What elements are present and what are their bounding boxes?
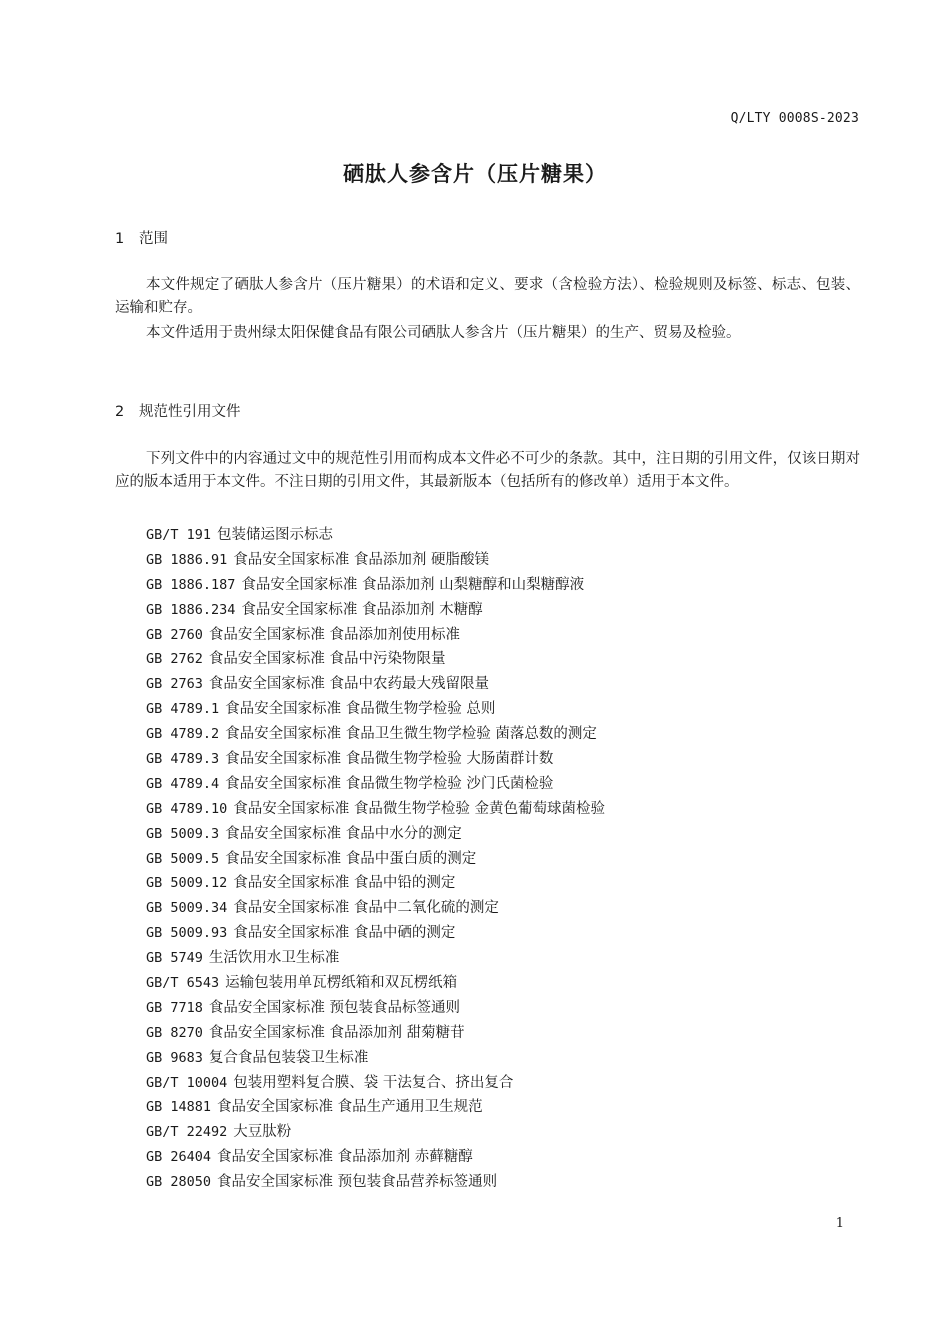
ref-title: 食品安全国家标准 食品中水分的测定 [225, 825, 462, 842]
ref-code: GB 5009.34 [146, 900, 228, 917]
ref-title: 包装用塑料复合膜、袋 干法复合、挤出复合 [233, 1074, 514, 1091]
ref-title: 食品安全国家标准 食品中蛋白质的测定 [225, 850, 477, 867]
list-item [146, 847, 605, 872]
ref-title: 食品安全国家标准 食品添加剂 山梨糖醇和山梨糖醇液 [241, 576, 585, 593]
ref-title: 大豆肽粉 [233, 1124, 292, 1141]
list-item [146, 996, 605, 1021]
list-item [146, 523, 605, 548]
list-item [146, 822, 605, 847]
ref-title: 食品安全国家标准 食品微生物学检验 金黄色葡萄球菌检验 [233, 800, 605, 817]
ref-code: GB 2763 [146, 676, 203, 693]
list-item [146, 747, 605, 772]
ref-code: GB 5009.12 [146, 875, 228, 892]
ref-code: GB/T 22492 [146, 1124, 228, 1141]
section-1-heading [115, 227, 168, 248]
ref-code: GB 1886.187 [146, 576, 236, 593]
ref-title: 复合食品包装袋卫生标准 [208, 1049, 369, 1066]
section-2-number: 2 [115, 404, 125, 420]
section-1-title: 范围 [139, 231, 168, 247]
document-title: 硒肽人参含片（压片糖果） [343, 162, 607, 186]
ref-code: GB 5009.5 [146, 850, 220, 867]
list-item [146, 722, 605, 747]
ref-title: 食品安全国家标准 食品中硒的测定 [233, 925, 456, 942]
ref-title: 食品安全国家标准 食品添加剂 硬脂酸镁 [233, 551, 489, 568]
ref-code: GB 26404 [146, 1149, 212, 1166]
ref-title: 食品安全国家标准 食品添加剂 木糖醇 [241, 601, 483, 618]
ref-code: GB/T 191 [146, 527, 212, 543]
ref-title: 食品安全国家标准 食品添加剂 甜菊糖苷 [208, 1024, 465, 1041]
ref-code: GB 9683 [146, 1049, 203, 1066]
ref-code: GB 4789.1 [146, 701, 220, 718]
section-2-heading [115, 400, 241, 421]
list-item [146, 672, 605, 697]
ref-code: GB 2760 [146, 626, 203, 643]
list-item [146, 1170, 605, 1195]
list-item [146, 797, 605, 822]
ref-title: 食品安全国家标准 食品中二氧化硫的测定 [233, 900, 499, 917]
ref-title: 食品安全国家标准 食品卫生微生物学检验 菌落总数的测定 [225, 726, 597, 743]
ref-code: GB 5009.3 [146, 825, 220, 842]
ref-title: 食品安全国家标准 食品微生物学检验 沙门氏菌检验 [225, 775, 554, 792]
ref-title: 食品安全国家标准 预包装食品营养标签通则 [217, 1174, 498, 1191]
ref-code: GB 1886.234 [146, 601, 236, 618]
list-item [146, 1145, 605, 1170]
ref-title: 食品安全国家标准 食品中铅的测定 [233, 875, 456, 892]
ref-code: GB 5009.93 [146, 925, 228, 942]
ref-title: 生活饮用水卫生标准 [208, 950, 340, 967]
list-item [146, 772, 605, 797]
list-item [146, 1095, 605, 1120]
section-1-paragraph-1: 本文件规定了硒肽人参含片（压片糖果）的术语和定义、要求（含检验方法）、检验规则及标签、标志、包装、运输和贮存。 [115, 277, 860, 316]
list-item [146, 1046, 605, 1071]
ref-code: GB/T 10004 [146, 1074, 228, 1091]
list-item [146, 548, 605, 573]
ref-code: GB 4789.10 [146, 800, 228, 817]
ref-title: 食品安全国家标准 食品中污染物限量 [208, 651, 446, 668]
ref-code: GB 1886.91 [146, 551, 228, 568]
ref-title: 食品安全国家标准 食品微生物学检验 大肠菌群计数 [225, 751, 554, 768]
ref-title: 运输包装用单瓦楞纸箱和双瓦楞纸箱 [225, 975, 458, 992]
ref-code: GB 14881 [146, 1099, 212, 1116]
list-item [146, 896, 605, 921]
ref-code: GB/T 6543 [146, 975, 220, 992]
ref-code: GB 7718 [146, 999, 203, 1016]
list-item [146, 697, 605, 722]
ref-title: 食品安全国家标准 食品微生物学检验 总则 [225, 701, 496, 718]
list-item [146, 971, 605, 996]
ref-code: GB 8270 [146, 1024, 203, 1041]
ref-title: 食品安全国家标准 食品中农药最大残留限量 [208, 676, 490, 693]
ref-title: 食品安全国家标准 食品添加剂 赤藓糖醇 [217, 1149, 473, 1166]
section-1-paragraph-2: 本文件适用于贵州绿太阳保健食品有限公司硒肽人参含片（压片糖果）的生产、贸易及检验。 [146, 325, 741, 341]
list-item [146, 921, 605, 946]
section-2-paragraph-1: 下列文件中的内容通过文中的规范性引用而构成本文件必不可少的条款。其中，注日期的引用文件，仅该日期对应的版本适用于本文件。不注日期的引用文件，其最新版本（包括所有的修改单）适用于本文件。 [115, 451, 860, 490]
list-item [146, 871, 605, 896]
document-code: Q/LTY 0008S-2023 [730, 111, 859, 126]
list-item [146, 1120, 605, 1145]
list-item [146, 623, 605, 648]
list-item [146, 946, 605, 971]
page-number: 1 [835, 1216, 844, 1231]
section-2-title: 规范性引用文件 [139, 404, 241, 420]
list-item [146, 1021, 605, 1046]
list-item [146, 598, 605, 623]
list-item [146, 1071, 605, 1096]
ref-code: GB 4789.4 [146, 775, 220, 792]
ref-code: GB 28050 [146, 1174, 212, 1191]
ref-title: 包装储运图示标志 [217, 527, 334, 543]
ref-code: GB 2762 [146, 651, 203, 668]
ref-code: GB 4789.2 [146, 726, 220, 743]
reference-list [146, 523, 605, 1195]
ref-code: GB 5749 [146, 950, 203, 967]
section-1-number: 1 [115, 231, 125, 247]
ref-title: 食品安全国家标准 预包装食品标签通则 [208, 999, 461, 1016]
ref-title: 食品安全国家标准 食品添加剂使用标准 [208, 626, 461, 643]
list-item [146, 573, 605, 598]
ref-code: GB 4789.3 [146, 751, 220, 768]
ref-title: 食品安全国家标准 食品生产通用卫生规范 [217, 1099, 483, 1116]
list-item [146, 647, 605, 672]
